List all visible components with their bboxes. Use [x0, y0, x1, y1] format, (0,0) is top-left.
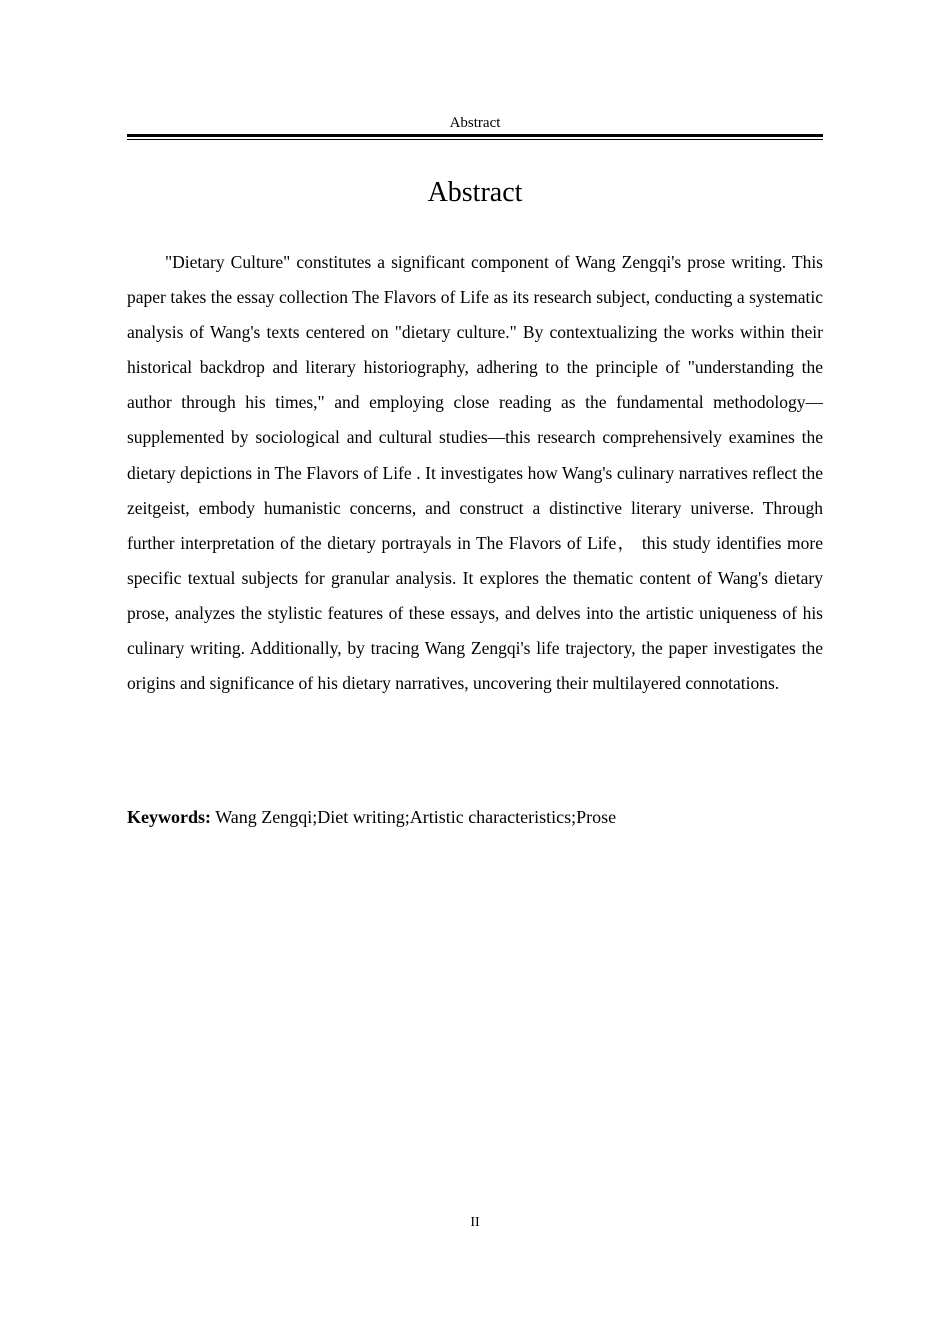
- keywords-line: [127, 800, 823, 834]
- keywords-label: Keywords:: [127, 807, 211, 827]
- keywords-value: Wang Zengqi;Diet writing;Artistic characteristics;Prose: [215, 807, 617, 827]
- header-rule-thick: [127, 134, 823, 137]
- page-title: Abstract: [427, 177, 523, 208]
- page-number: II: [470, 1215, 480, 1230]
- header-rule-thin: [127, 139, 823, 140]
- running-header: Abstract: [449, 115, 501, 131]
- abstract-paragraph: "Dietary Culture" constitutes a significant component of Wang Zengqi's prose writing. This paper takes the essay collection The Flavors of Life as its research subject, conducting a systematic analysis of Wang's texts centered on "dietary culture." By contextualizing the works within their historical backdrop and literary historiography, adhering to the principle of "understanding the author through his times," and employing close reading as the fundamental methodology—supplemented by sociological and cultural studies—this research comprehensively examines the dietary depictions in The Flavors of Life . It investigates how Wang's culinary narratives reflect the zeitgeist, embody humanistic concerns, and construct a distinctive literary universe. Through further interpretation of the dietary portrayals in The Flavors of Life， this study identifies more specific textual subjects for granular analysis. It explores the thematic content of Wang's dietary prose, analyzes the stylistic features of these essays, and delves into the artistic uniqueness of his culinary writing. Additionally, by tracing Wang Zengqi's life trajectory, the paper investigates the origins and significance of his dietary narratives, uncovering their multilayered connotations.: [127, 252, 823, 694]
